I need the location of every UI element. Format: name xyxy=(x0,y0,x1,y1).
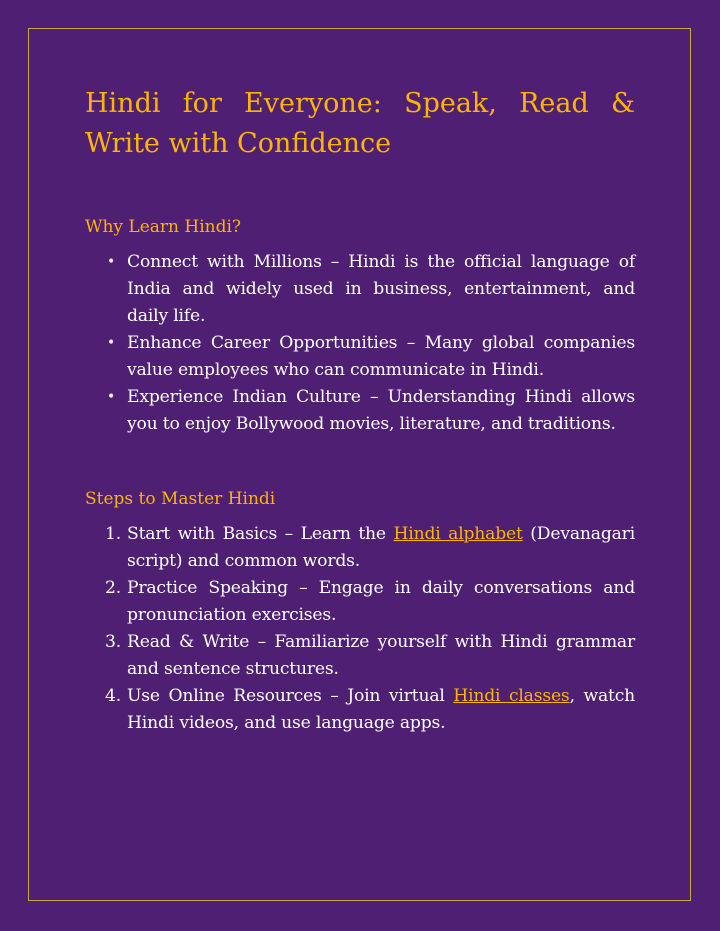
list-item xyxy=(85,384,635,438)
list-item-text: Enhance Career Opportunities – Many global companies value employees who can communicate in Hindi. xyxy=(127,333,635,380)
hindi-classes-link[interactable]: Hindi classes xyxy=(453,686,570,706)
list-item xyxy=(85,521,635,575)
bullet-icon: • xyxy=(107,254,116,270)
list-item-text: Experience Indian Culture – Understanding Hindi allows you to enjoy Bollywood movies, literature, and traditions. xyxy=(127,387,635,434)
step-number: 4. xyxy=(105,686,121,706)
hindi-alphabet-link[interactable]: Hindi alphabet xyxy=(393,524,523,544)
page-title-line-2: Write with Confidence xyxy=(85,128,392,159)
list-item-text: Use Online Resources – Join virtual xyxy=(127,686,454,706)
list-item xyxy=(85,683,635,737)
page-title-line-1: Hindi for Everyone: Speak, Read & xyxy=(85,88,635,119)
list-item xyxy=(85,575,635,629)
list-item xyxy=(85,330,635,384)
list-item-text: , watch Hindi videos, and use language apps. xyxy=(127,686,636,733)
list-item-text: Start with Basics – Learn the xyxy=(127,524,394,544)
bullet-icon: • xyxy=(107,389,116,405)
list-item xyxy=(85,629,635,683)
list-item-text: Read & Write – Familiarize yourself with Hindi grammar and sentence structures. xyxy=(127,632,635,679)
list-item xyxy=(85,249,635,330)
bullet-icon: • xyxy=(107,335,116,351)
step-number: 3. xyxy=(105,632,121,652)
list-item-text: (Devanagari script) and common words. xyxy=(127,524,635,571)
steps-list xyxy=(85,521,635,737)
document-body xyxy=(85,84,635,737)
why-learn-heading: Why Learn Hindi? xyxy=(85,217,242,237)
why-learn-list xyxy=(85,249,635,438)
list-item-text: Practice Speaking – Engage in daily conversations and pronunciation exercises. xyxy=(127,578,635,625)
steps-heading: Steps to Master Hindi xyxy=(85,489,276,509)
page-title xyxy=(85,84,635,164)
list-item-text: Connect with Millions – Hindi is the official language of India and widely used in business, entertainment, and daily life. xyxy=(127,252,635,326)
step-number: 1. xyxy=(105,524,121,544)
step-number: 2. xyxy=(105,578,121,598)
